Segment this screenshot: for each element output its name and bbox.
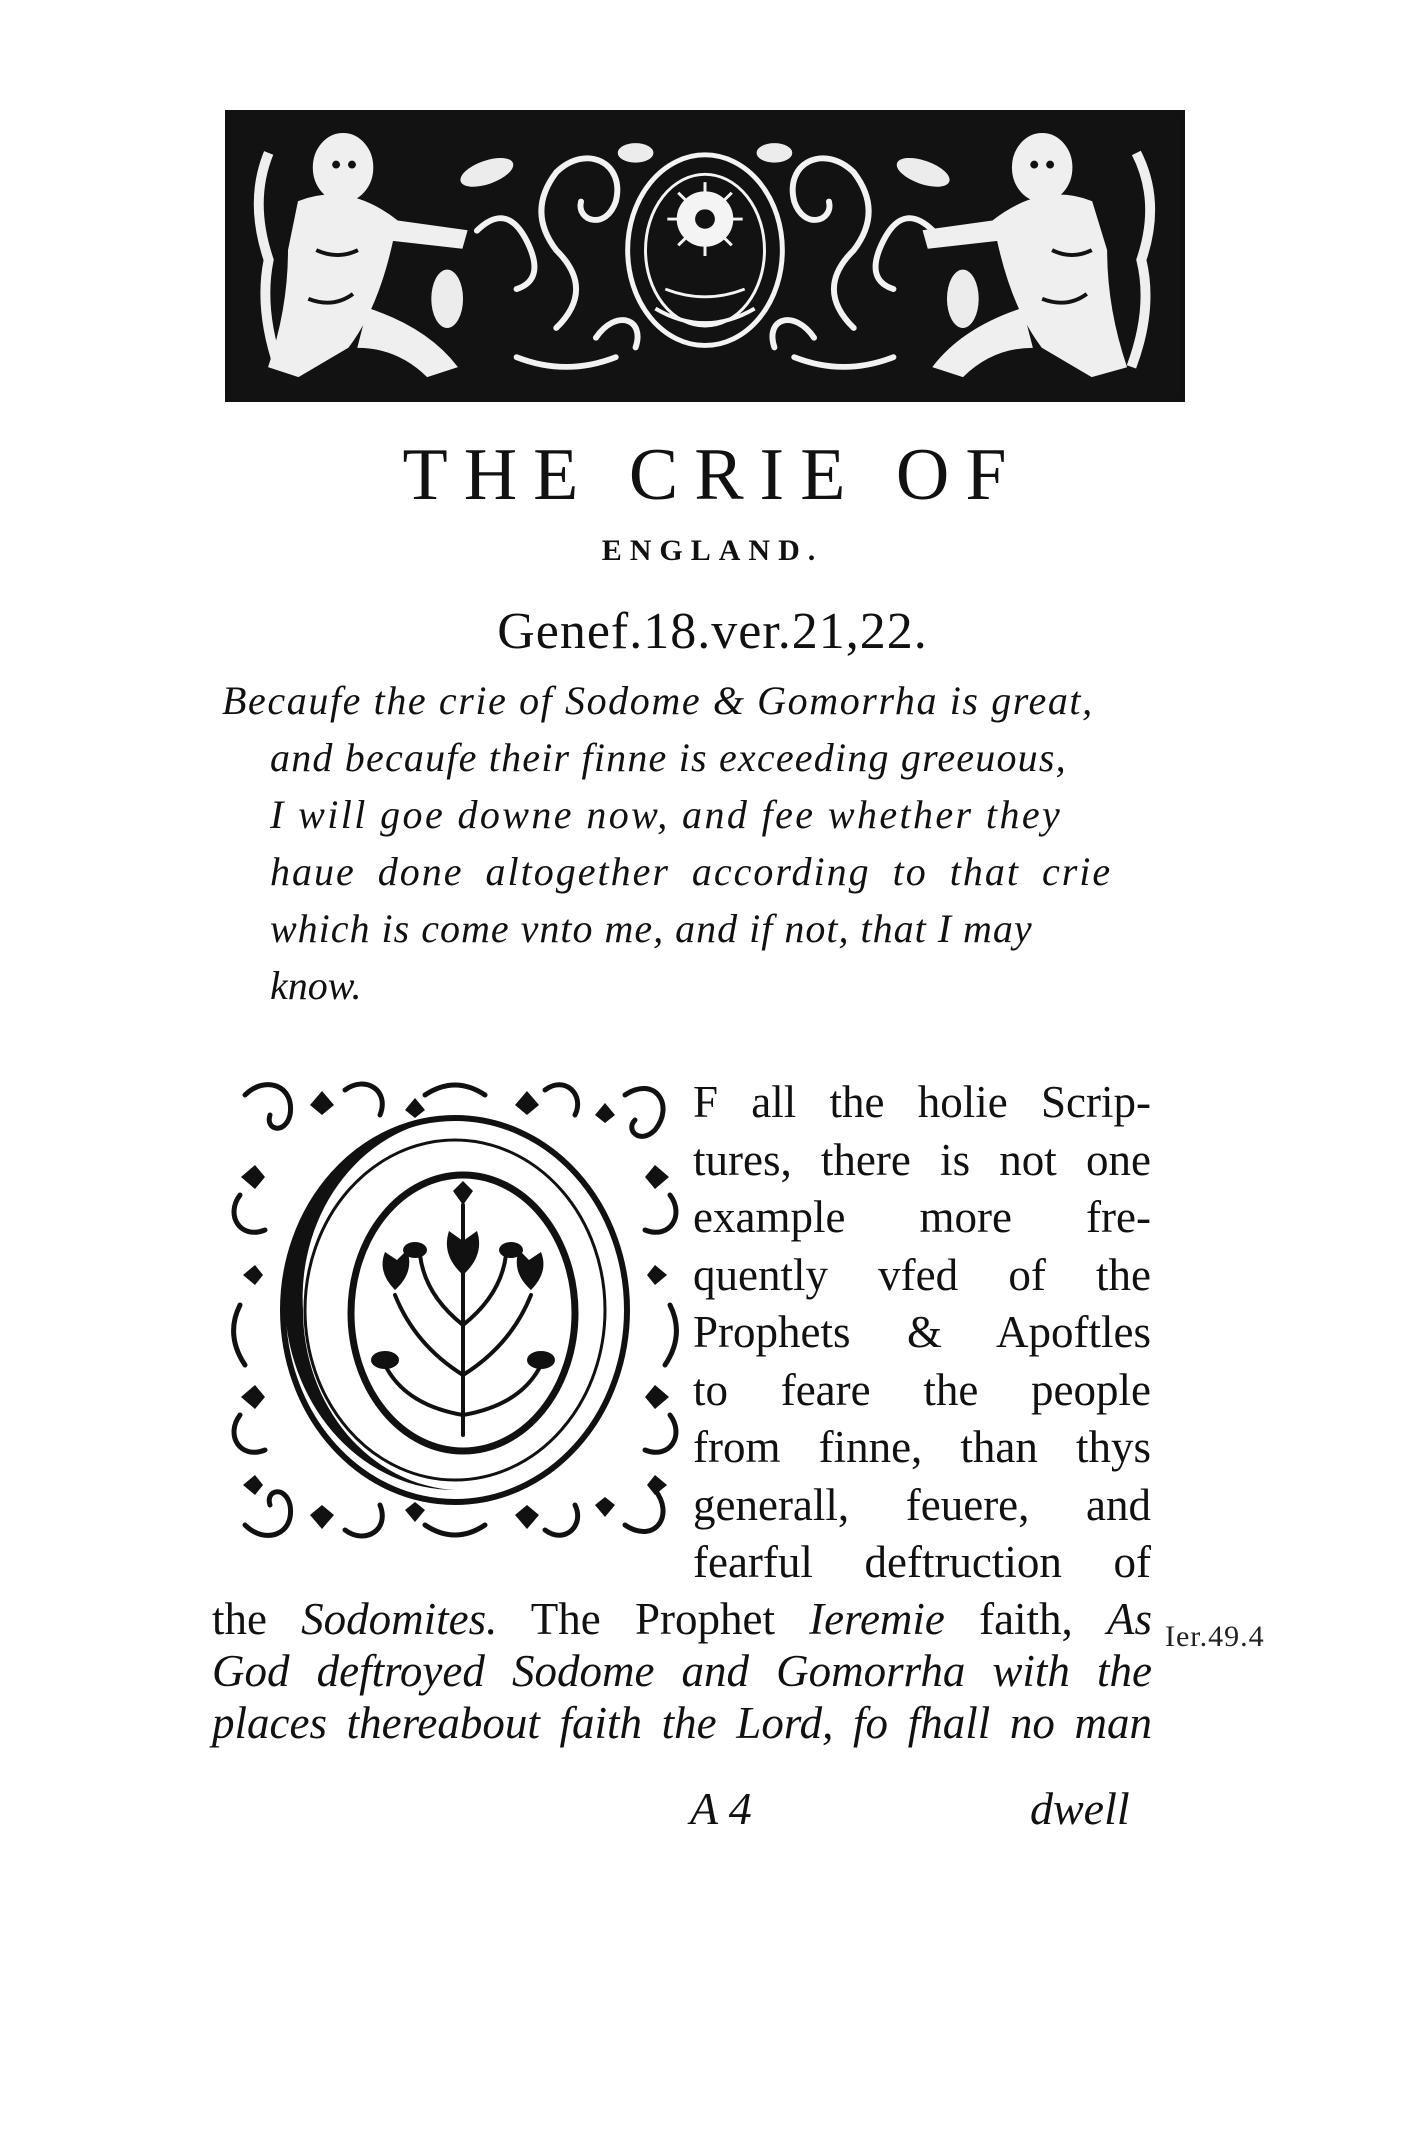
woodcut-headpiece [225, 110, 1185, 402]
epigraph-line: and becaufe their finne is exceeding greeuous, [270, 735, 1067, 780]
body-line: God deftroyed Sodome and Gomorrha with the [212, 1646, 1152, 1696]
body-line: quently vfed of the [693, 1249, 1151, 1300]
body-line: places thereabout faith the Lord, fo fhall no man [212, 1698, 1152, 1748]
text-run: faith, [944, 1594, 1107, 1644]
epigraph-line: which is come vnto me, and if not, that I may [270, 906, 1033, 951]
text-run: The Prophet [497, 1594, 810, 1644]
body-line [212, 1593, 1152, 1645]
text-run: the [212, 1594, 302, 1644]
body-text-full-width [212, 1593, 1152, 1749]
body-line: to feare the people [693, 1364, 1151, 1415]
body-line: fearful deftruction of [693, 1537, 1151, 1587]
margin-note: Ier.49.4 [1165, 1620, 1265, 1653]
epigraph-line: I will goe downe now, and fee whether they [270, 792, 1063, 837]
epigraph-quote [222, 672, 1182, 1014]
catchword: dwell [1030, 1783, 1130, 1834]
scripture-reference: Genef.18.ver.21,22. [497, 603, 928, 660]
epigraph-line: haue done altogether according to that crie [270, 849, 1113, 894]
epigraph-line: know. [270, 963, 362, 1008]
body-line: generall, feuere, and [693, 1479, 1151, 1530]
page-title: THE CRIE OF [402, 434, 1023, 516]
body-line: example more fre- [693, 1192, 1151, 1242]
decorated-initial-o [225, 1075, 685, 1545]
body-text-beside-initial [693, 1074, 1151, 1592]
text-run-italic: Ieremie [809, 1594, 945, 1644]
page-footer [0, 1782, 1425, 1842]
signature-mark: A 4 [690, 1783, 752, 1834]
page-subtitle: ENGLAND. [601, 534, 824, 567]
text-run-italic: Sodomites. [301, 1594, 498, 1644]
body-line: Prophets & Apoftles [693, 1307, 1151, 1357]
epigraph-line: Becaufe the crie of Sodome & Gomorrha is great, [222, 678, 1094, 723]
body-line: tures, there is not one [693, 1134, 1151, 1185]
body-line: from finne, than thys [693, 1422, 1151, 1472]
body-line: F all the holie Scrip- [693, 1077, 1151, 1127]
text-run-italic: As [1107, 1594, 1152, 1644]
